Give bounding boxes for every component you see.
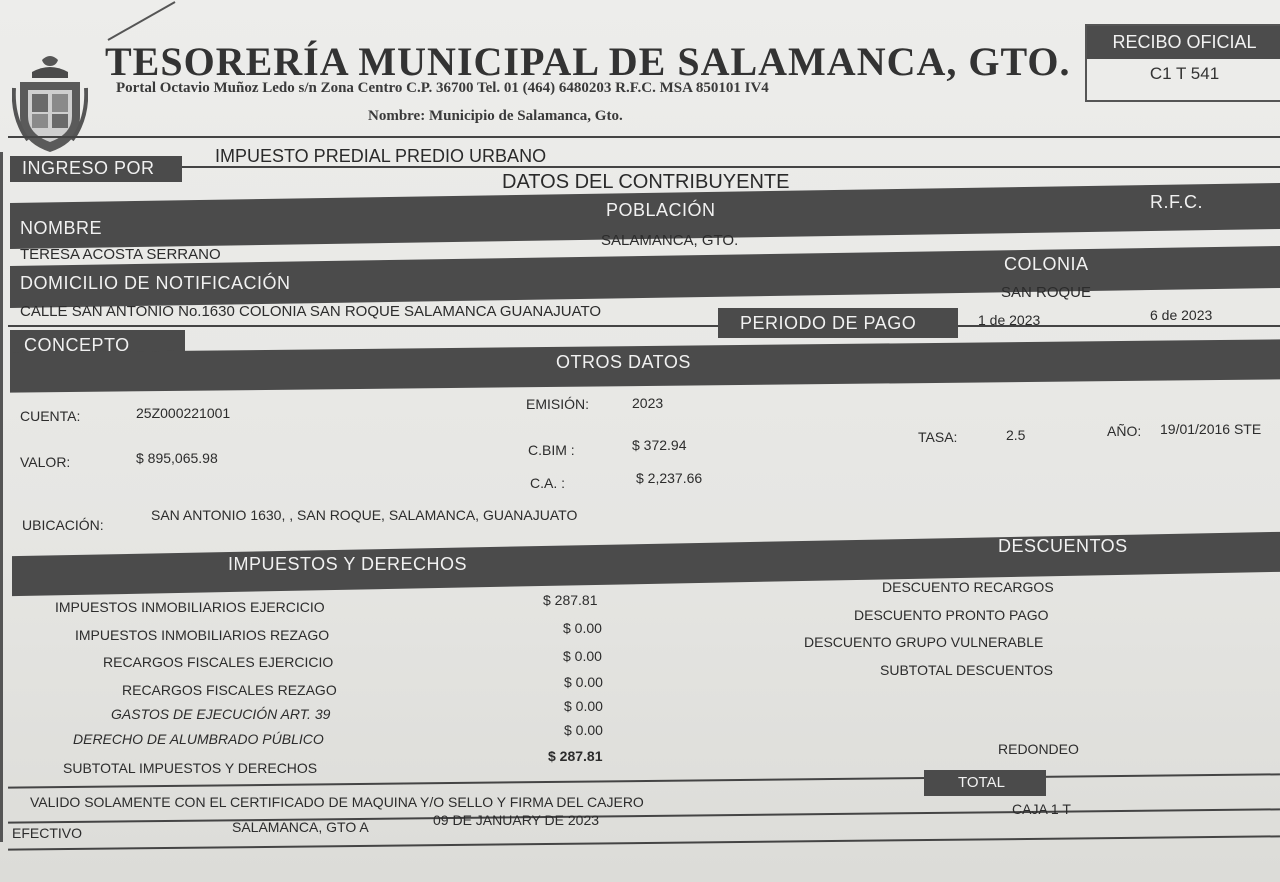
ingreso-label-bar [10, 156, 182, 182]
periodo-desde: 1 de 2023 [978, 312, 1041, 328]
subtotal-impuestos-value: $ 287.81 [548, 748, 603, 764]
impuesto-label: GASTOS DE EJECUCIÓN ART. 39 [111, 706, 331, 722]
anio-label: AÑO: [1107, 423, 1142, 439]
treasury-title: TESORERÍA MUNICIPAL DE SALAMANCA, GTO. [105, 39, 1071, 84]
cbim-value: $ 372.94 [632, 437, 687, 453]
left-border [0, 152, 3, 842]
fecha: 09 DE JANUARY DE 2023 [433, 812, 600, 828]
impuesto-value: $ 0.00 [563, 620, 602, 636]
ubicacion-value: SAN ANTONIO 1630, , SAN ROQUE, SALAMANCA, GUANAJUATO [151, 507, 578, 523]
impuestos-section-title: IMPUESTOS Y DERECHOS [228, 554, 468, 574]
emision-value: 2023 [632, 395, 664, 411]
treasury-address: Portal Octavio Muñoz Ledo s/n Zona Centro C.P. 36700 Tel. 01 (464) 6480203 R.F.C. MSA 850101 IV4 [116, 80, 769, 96]
periodo-label-bar [718, 308, 958, 338]
impuesto-label: IMPUESTOS INMOBILIARIOS EJERCICIO [55, 599, 325, 615]
receipt-number: C1 T 541 [1149, 64, 1220, 83]
impuesto-label: IMPUESTOS INMOBILIARIOS REZAGO [75, 627, 330, 643]
periodo-label: PERIODO DE PAGO [740, 313, 917, 333]
descuentos-section-title: DESCUENTOS [998, 536, 1128, 556]
valid-note: VALIDO SOLAMENTE CON EL CERTIFICADO DE MAQUINA Y/O SELLO Y FIRMA DEL CAJERO [30, 794, 644, 810]
redondeo-label: REDONDEO [998, 741, 1079, 757]
subtotal-impuestos-label: SUBTOTAL IMPUESTOS Y DERECHOS [63, 760, 318, 776]
colonia-label: COLONIA [1004, 254, 1089, 274]
tasa-label: TASA: [918, 429, 958, 445]
impuesto-value: $ 0.00 [564, 698, 603, 714]
tasa-value: 2.5 [1006, 427, 1026, 443]
impuesto-label: RECARGOS FISCALES EJERCICIO [103, 654, 334, 670]
contribuyente-section-title: DATOS DEL CONTRIBUYENTE [502, 171, 790, 193]
periodo-hasta: 6 de 2023 [1150, 307, 1213, 323]
cbim-label: C.BIM : [528, 442, 575, 458]
cuenta-value: 25Z000221001 [136, 405, 231, 421]
caja-label: CAJA 1 T [1012, 801, 1071, 817]
divider [182, 166, 1280, 168]
domicilio-label: DOMICILIO DE NOTIFICACIÓN [20, 273, 291, 293]
total-label: TOTAL [958, 774, 1005, 791]
concepto-label: CONCEPTO [24, 335, 130, 355]
emision-label: EMISIÓN: [526, 396, 590, 412]
ingreso-value: IMPUESTO PREDIAL PREDIO URBANO [215, 146, 547, 166]
lugar: SALAMANCA, GTO A [232, 819, 369, 835]
total-label-bar [924, 770, 1046, 796]
ca-label: C.A. : [530, 475, 566, 491]
poblacion-value: SALAMANCA, GTO. [601, 232, 739, 249]
ubicacion-label: UBICACIÓN: [22, 517, 104, 533]
descuento-label: DESCUENTO PRONTO PAGO [854, 607, 1049, 623]
descuento-label: SUBTOTAL DESCUENTOS [880, 662, 1053, 678]
receipt-label: RECIBO OFICIAL [1087, 26, 1280, 59]
valor-value: $ 895,065.98 [136, 450, 218, 466]
poblacion-label: POBLACIÓN [606, 200, 716, 220]
nombre-label: NOMBRE [20, 218, 103, 238]
coat-of-arms-logo [12, 52, 88, 156]
treasury-name-line: Nombre: Municipio de Salamanca, Gto. [368, 108, 623, 124]
receipt-box [1085, 24, 1280, 102]
otros-section-title: OTROS DATOS [556, 352, 691, 372]
divider [8, 325, 1280, 327]
cuenta-label: CUENTA: [20, 408, 81, 424]
descuento-label: DESCUENTO RECARGOS [882, 579, 1054, 595]
rfc-label: R.F.C. [1150, 192, 1204, 212]
impuesto-value: $ 0.00 [563, 648, 602, 664]
divider [8, 835, 1280, 850]
domicilio-value: CALLE SAN ANTONIO No.1630 COLONIA SAN ROQUE SALAMANCA GUANAJUATO [20, 303, 602, 320]
impuesto-label: RECARGOS FISCALES REZAGO [122, 682, 337, 698]
divider [8, 136, 1280, 138]
descuento-label: DESCUENTO GRUPO VULNERABLE [804, 634, 1044, 650]
forma-pago: EFECTIVO [12, 825, 83, 841]
impuesto-value: $ 0.00 [564, 674, 603, 690]
ingreso-label: INGRESO POR [22, 158, 155, 178]
ca-value: $ 2,237.66 [636, 470, 703, 486]
nombre-value: TERESA ACOSTA SERRANO [20, 246, 221, 263]
impuesto-value: $ 287.81 [543, 592, 598, 608]
valor-label: VALOR: [20, 454, 71, 470]
impuesto-label: DERECHO DE ALUMBRADO PÚBLICO [73, 731, 324, 747]
anio-value: 19/01/2016 STE [1160, 421, 1262, 437]
divider [8, 808, 1280, 823]
impuesto-value: $ 0.00 [564, 722, 603, 738]
colonia-value: SAN ROQUE [1001, 284, 1092, 301]
